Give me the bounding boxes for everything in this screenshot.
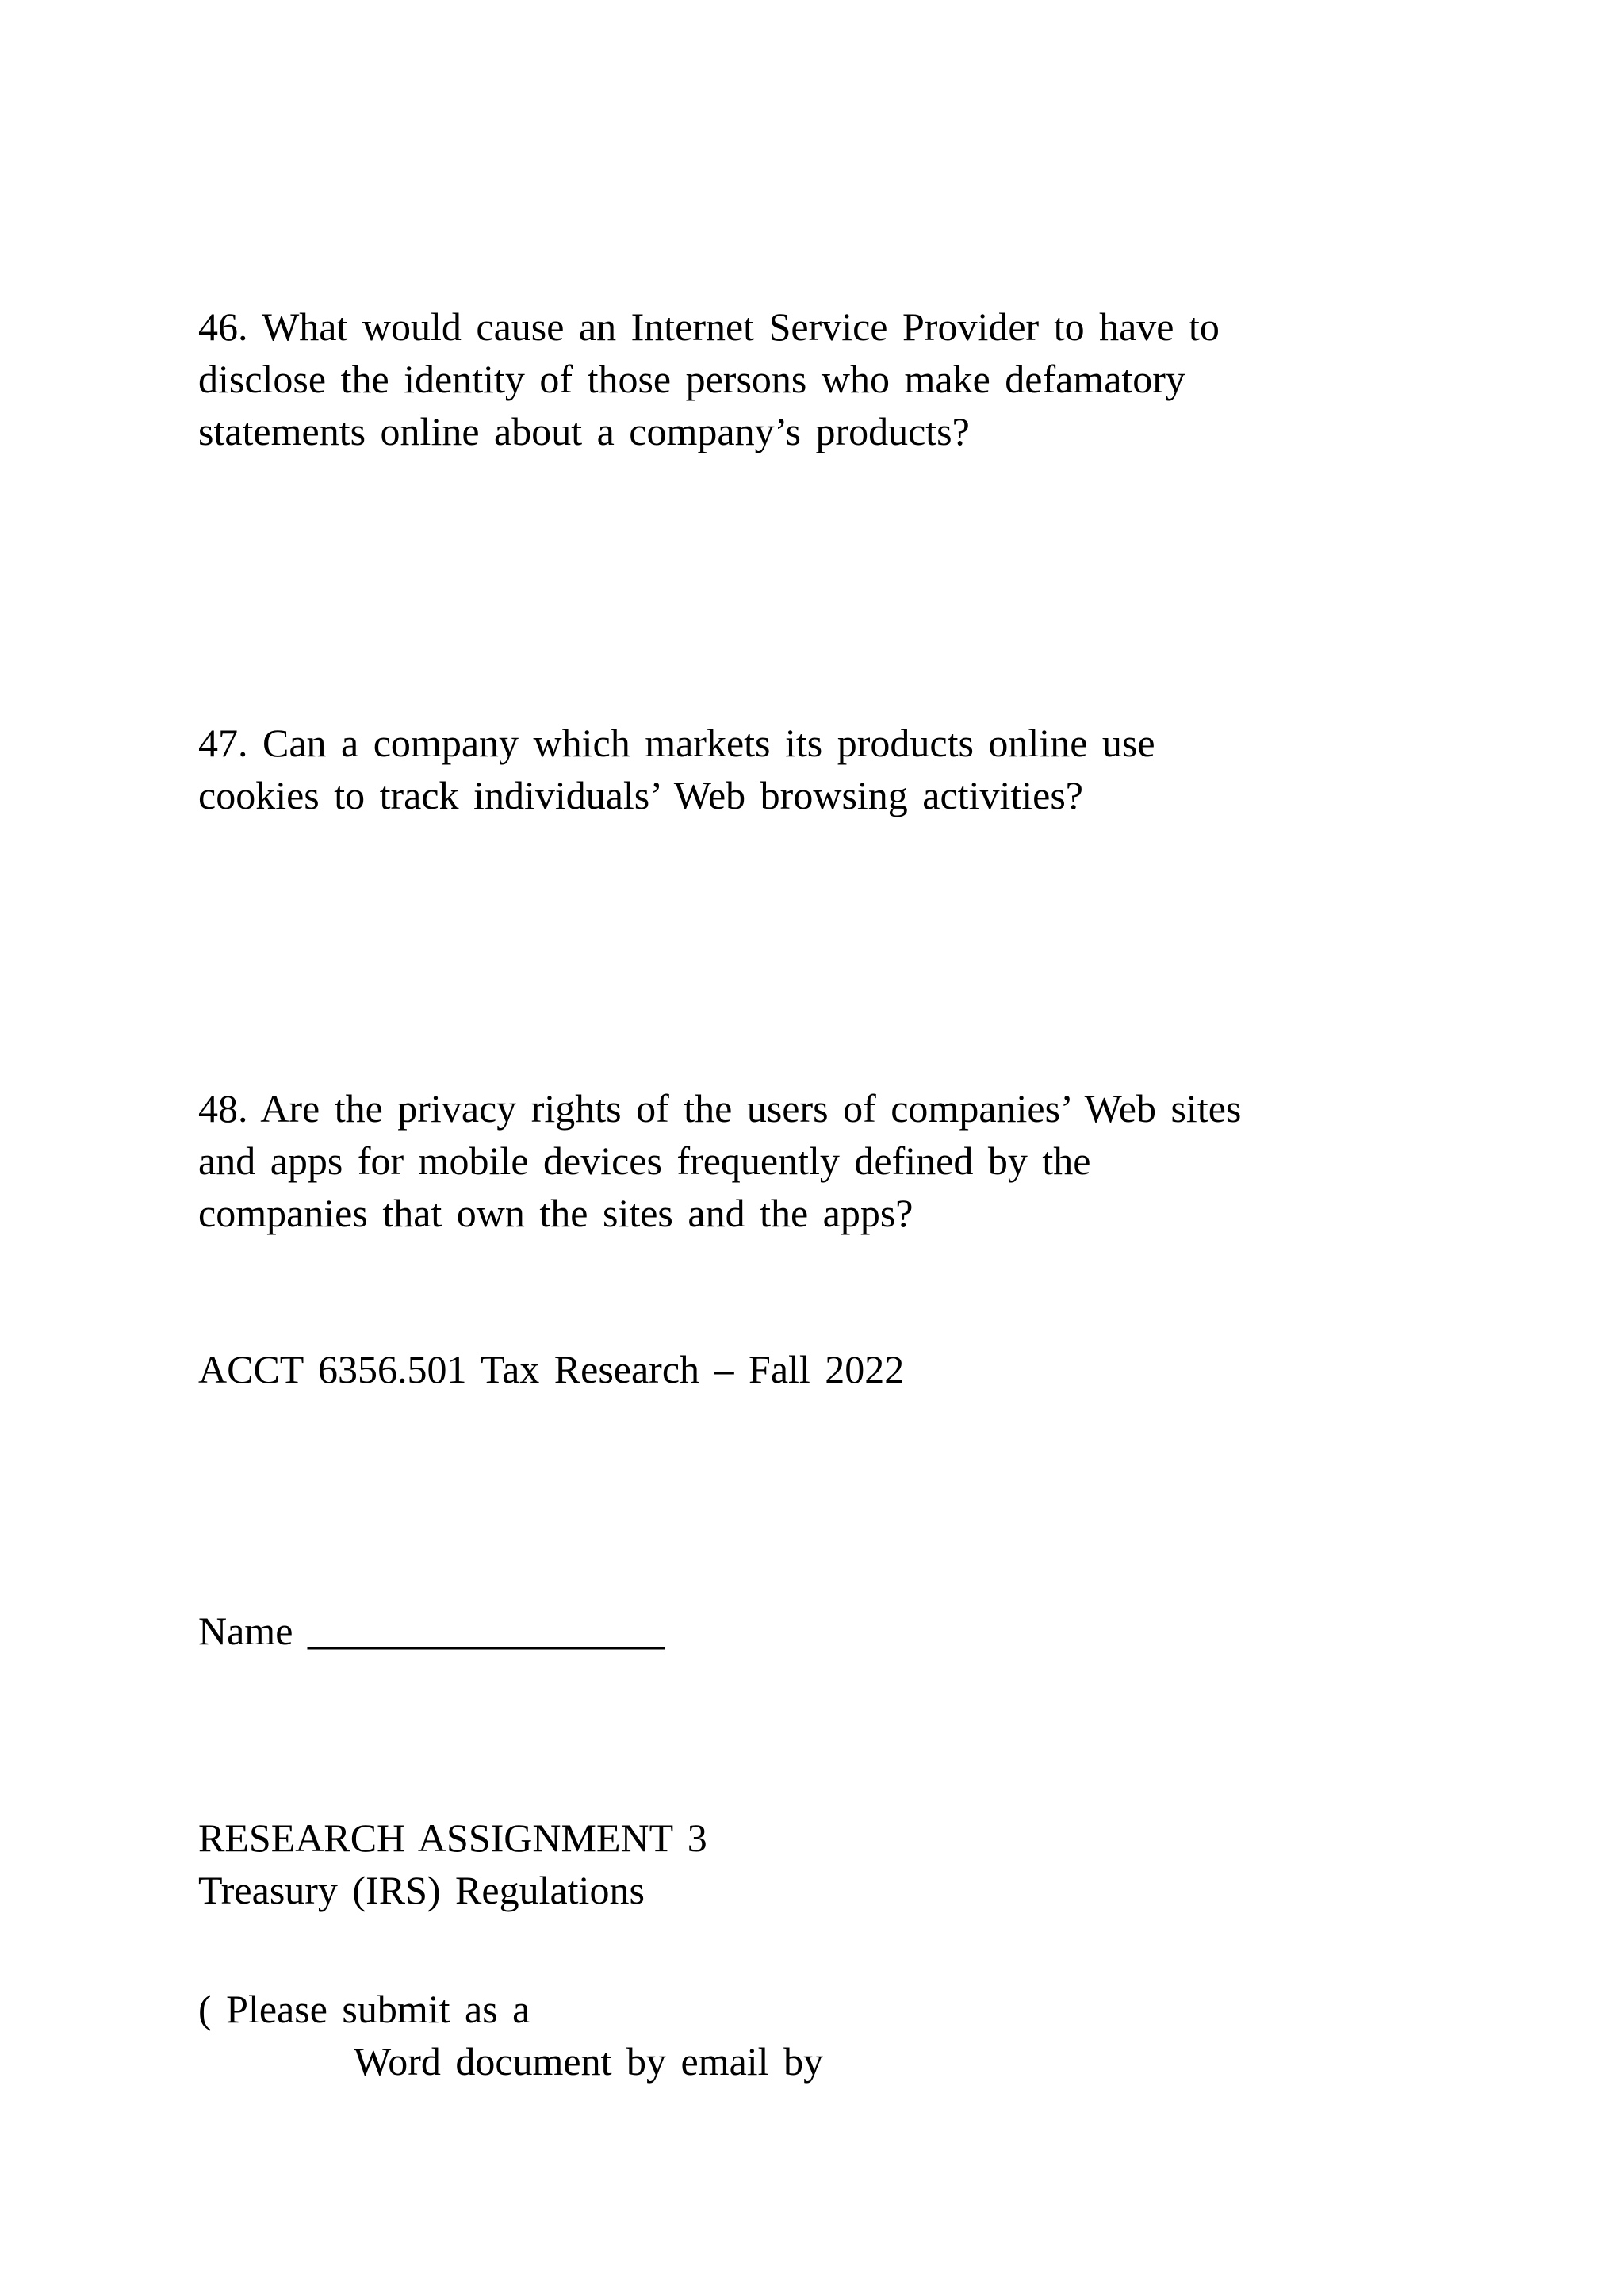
question-47-line-2: cookies to track individuals’ Web browsing activities? — [198, 773, 1083, 817]
assignment-title: RESEARCH ASSIGNMENT 3 — [198, 1816, 707, 1860]
name-field-line: Name __________________ — [198, 1609, 665, 1653]
question-46-line-3: statements online about a company’s products? — [198, 409, 970, 453]
instructions-line-2: Word document by email by — [354, 2039, 824, 2084]
question-48-line-1: 48. Are the privacy rights of the users of companies’ Web sites — [198, 1086, 1242, 1131]
question-46-line-2: disclose the identity of those persons who make defamatory — [198, 357, 1185, 401]
question-48-line-2: and apps for mobile devices frequently defined by the — [198, 1138, 1091, 1183]
question-47-line-1: 47. Can a company which markets its products online use — [198, 721, 1155, 765]
assignment-subtitle: Treasury (IRS) Regulations — [198, 1868, 645, 1912]
question-48-line-3: companies that own the sites and the apps? — [198, 1191, 914, 1235]
course-heading: ACCT 6356.501 Tax Research – Fall 2022 — [198, 1347, 905, 1391]
instructions-line-1: ( Please submit as a — [198, 1987, 530, 2031]
question-46-line-1: 46. What would cause an Internet Service Provider to have to — [198, 304, 1220, 349]
